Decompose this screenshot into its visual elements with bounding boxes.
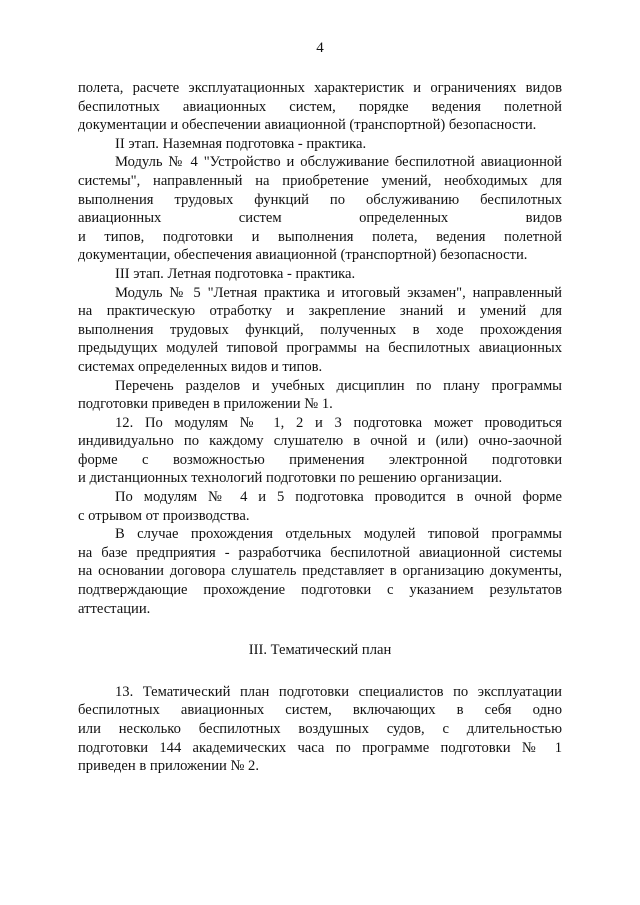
text-line: документации, обеспечения авиационной (транспортной) безопасности.	[78, 247, 528, 264]
text-line: подготовки приведен в приложении № 1.	[78, 396, 333, 413]
text-line: авиационных систем определенных видов	[78, 210, 562, 227]
text-line: полета, расчете эксплуатационных характеристик и ограничениях видов	[78, 80, 562, 96]
text-line: В случае прохождения отдельных модулей типовой программы	[115, 526, 562, 543]
text-line: предыдущих модулей типовой программы на беспилотных авиационных	[78, 340, 562, 357]
text-line: системы", направленный на приобретение умений, необходимых для	[78, 172, 562, 189]
text-line: беспилотных авиационных систем, порядке ведения полетной	[78, 98, 562, 115]
text-line: аттестации.	[78, 600, 151, 617]
text-line: на основании договора слушатель представляет в организацию документы,	[78, 563, 562, 580]
text-line: Перечень разделов и учебных дисциплин по плану программы	[115, 377, 562, 394]
text-line: индивидуально по каждому слушателю в очной и (или) очно-заочной	[78, 433, 562, 450]
text-line: с отрывом от производства.	[78, 507, 250, 524]
text-line: на базе предприятия - разработчика беспилотной авиационной системы	[78, 544, 562, 561]
text-line: II этап. Наземная подготовка - практика.	[115, 135, 367, 152]
text-line: форме с возможностью применения электронной подготовки	[78, 451, 562, 468]
text-line: Модуль № 5 "Летная практика и итоговый экзамен", направленный	[115, 284, 562, 301]
document-body	[78, 79, 562, 776]
text-line: системах определенных видов и типов.	[78, 358, 323, 375]
text-line: выполнения трудовых функций по обслуживанию беспилотных	[78, 191, 562, 208]
text-line: беспилотных авиационных систем, включающих в себя одно	[78, 702, 562, 719]
text-line: III этап. Летная подготовка - практика.	[115, 265, 356, 282]
text-line: выполнения трудовых функций, полученных в ходе прохождения	[78, 321, 562, 338]
section-heading: III. Тематический план	[248, 642, 392, 659]
text-line: на практическую отработку и закрепление знаний и умений для	[78, 303, 562, 320]
text-line: По модулям № 4 и 5 подготовка проводится в очной форме	[115, 489, 562, 506]
page-number: 4	[316, 40, 324, 56]
text-line: подтверждающие прохождение подготовки с указанием результатов	[78, 582, 562, 599]
text-line: документации и обеспечении авиационной (транспортной) безопасности.	[78, 117, 537, 134]
text-line: и типов, подготовки и выполнения полета, ведения полетной	[78, 228, 562, 245]
text-line: или несколько беспилотных воздушных судов, с длительностью	[78, 721, 562, 737]
text-line: и дистанционных технологий подготовки по решению организации.	[78, 470, 503, 487]
text-line: 12. По модулям № 1, 2 и 3 подготовка может проводиться	[115, 414, 562, 431]
text-line: приведен в приложении № 2.	[78, 758, 260, 775]
text-line: Модуль № 4 "Устройство и обслуживание беспилотной авиационной	[115, 154, 562, 171]
text-line: подготовки 144 академических часа по программе подготовки № 1	[78, 739, 562, 756]
text-line: 13. Тематический план подготовки специалистов по эксплуатации	[115, 683, 562, 700]
